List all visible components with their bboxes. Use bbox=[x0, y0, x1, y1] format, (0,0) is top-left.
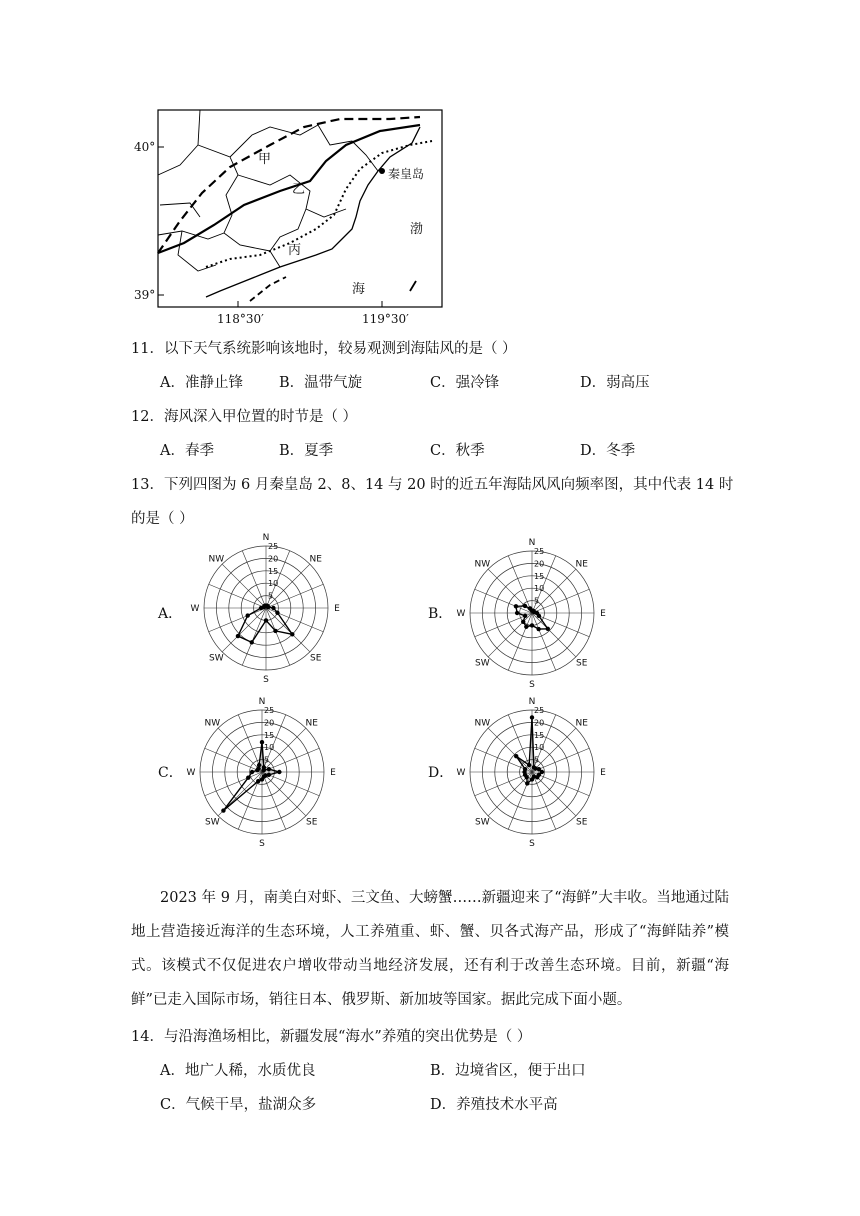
rose-direction-label: N bbox=[528, 697, 536, 707]
rose-c bbox=[184, 688, 340, 852]
rose-point bbox=[256, 779, 260, 783]
rose-direction-label: NW bbox=[474, 718, 491, 729]
rose-direction-label: N bbox=[258, 697, 266, 707]
rose-tick-label: 5 bbox=[534, 596, 540, 606]
rose-direction-label: W bbox=[456, 768, 466, 778]
rose-direction-label: SW bbox=[474, 817, 490, 828]
rose-tick-label: 25 bbox=[264, 706, 275, 715]
rose-direction-label: SW bbox=[474, 658, 490, 669]
rose-direction-label: SE bbox=[305, 817, 318, 828]
rose-b-label[interactable]: B． bbox=[428, 606, 453, 622]
rose-tick-label: 10 bbox=[268, 579, 279, 589]
rose-point bbox=[260, 740, 264, 744]
rose-spoke bbox=[222, 564, 266, 608]
rose-point bbox=[246, 775, 250, 779]
rose-spoke bbox=[262, 772, 306, 816]
rose-c-label[interactable]: C． bbox=[158, 765, 183, 781]
q11-option-a[interactable]: A．准静止锋 bbox=[160, 375, 243, 391]
rose-point bbox=[546, 627, 550, 631]
lon-left-label: 118°30′ bbox=[217, 312, 264, 326]
rose-point bbox=[527, 763, 531, 767]
rose-tick-label: 20 bbox=[268, 554, 279, 564]
rose-spoke bbox=[488, 613, 532, 657]
sea-label-2: 海 bbox=[352, 282, 366, 297]
solid-boundary bbox=[158, 125, 420, 253]
rose-a bbox=[190, 525, 342, 687]
question-12: 12．海风深入甲位置的时节是（ ） bbox=[131, 409, 358, 425]
rose-tick-label: 25 bbox=[534, 706, 545, 715]
q14-option-c[interactable]: C．气候干旱，盐湖众多 bbox=[160, 1097, 317, 1113]
q14-option-d[interactable]: D．养殖技术水平高 bbox=[430, 1097, 558, 1113]
rose-point bbox=[267, 767, 271, 771]
rose-point bbox=[530, 777, 534, 781]
rose-tick-label: 5 bbox=[534, 755, 540, 765]
question-11: 11．以下天气系统影响该地时，较易观测到海陆风的是（ ） bbox=[131, 341, 517, 357]
rose-tick-label: 10 bbox=[264, 743, 275, 753]
rose-direction-label: NE bbox=[575, 718, 588, 729]
rose-point bbox=[236, 634, 240, 638]
label-yi: 乙 bbox=[292, 182, 306, 197]
rose-d bbox=[454, 688, 610, 852]
rose-tick-label: 10 bbox=[534, 584, 545, 594]
q11-option-d[interactable]: D．弱高压 bbox=[580, 375, 650, 391]
rose-point bbox=[514, 604, 518, 608]
rose-direction-label: E bbox=[330, 768, 336, 778]
rose-point bbox=[523, 767, 527, 771]
rose-direction-label: NW bbox=[204, 718, 221, 729]
rose-point bbox=[273, 629, 277, 633]
rose-direction-label: E bbox=[600, 768, 606, 778]
rose-point bbox=[277, 770, 281, 774]
rose-point bbox=[525, 781, 529, 785]
rose-tick-label: 20 bbox=[534, 559, 545, 569]
rose-point bbox=[521, 620, 525, 624]
rose-point bbox=[271, 606, 275, 610]
q12-option-c[interactable]: C．秋季 bbox=[430, 443, 485, 459]
rose-direction-label: W bbox=[190, 604, 200, 614]
rose-point bbox=[530, 623, 534, 627]
passage: 2023 年 9 月，南美白对虾、三文鱼、大螃蟹……新疆迎来了“海鲜”大丰收。当地通过陆地上营造接近海洋的生态环境，人工养殖重、虾、蟹、贝各式海产品，形成了“海鲜陆养”模式。该模式不仅促进农户增收带动当地经济发展，还有利于改善生态环境。目前，新疆“海鲜”已走入国际市场，销往日本、俄罗斯、新加坡等国家。据此完成下面小题。 bbox=[131, 890, 729, 1008]
rose-direction-label: W bbox=[186, 768, 196, 778]
rose-point bbox=[245, 613, 249, 617]
rose-tick-label: 5 bbox=[268, 591, 274, 601]
lon-right-label: 119°30′ bbox=[362, 312, 409, 326]
rose-direction-label: SW bbox=[204, 817, 220, 828]
rose-tick-label: 10 bbox=[534, 743, 545, 753]
rose-direction-label: S bbox=[529, 680, 535, 690]
city-dot bbox=[379, 168, 385, 174]
rose-direction-label: SE bbox=[309, 653, 322, 664]
q11-option-b[interactable]: B．温带气旋 bbox=[279, 375, 363, 391]
q12-option-b[interactable]: B．夏季 bbox=[279, 443, 334, 459]
rose-point bbox=[523, 614, 527, 618]
rose-spoke bbox=[532, 613, 576, 657]
q14-option-b[interactable]: B．边境省区，便于出口 bbox=[430, 1063, 586, 1079]
rose-tick-label: 15 bbox=[268, 566, 279, 576]
rose-tick-label: 25 bbox=[534, 547, 545, 556]
question-13-line1: 13．下列四图为 6 月秦皇岛 2、8、14 与 20 时的近五年海陆风风向频率图，其中代表 14 时 bbox=[131, 477, 734, 493]
rose-tick-label: 15 bbox=[264, 730, 275, 740]
rose-tick-label: 20 bbox=[534, 718, 545, 728]
q14-option-a[interactable]: A．地广人稀，水质优良 bbox=[160, 1063, 316, 1079]
rose-point bbox=[523, 604, 527, 608]
rose-tick-label: 25 bbox=[268, 542, 279, 551]
rose-direction-label: NE bbox=[309, 554, 322, 565]
question-13-line2: 的是（ ） bbox=[131, 511, 194, 527]
q11-option-c[interactable]: C．强冷锋 bbox=[430, 375, 500, 391]
rose-direction-label: SW bbox=[208, 653, 224, 664]
rose-point bbox=[537, 614, 541, 618]
rose-tick-label: 20 bbox=[264, 718, 275, 728]
rose-point bbox=[262, 768, 266, 772]
label-bing: 丙 bbox=[288, 243, 302, 258]
rose-direction-label: SE bbox=[575, 658, 588, 669]
rose-point bbox=[528, 606, 532, 610]
rose-point bbox=[250, 770, 254, 774]
rose-point bbox=[250, 640, 254, 644]
rose-direction-label: S bbox=[529, 839, 535, 849]
rose-tick-label: 5 bbox=[264, 755, 270, 765]
lat-top-label: 40° bbox=[134, 140, 156, 154]
label-jia: 甲 bbox=[258, 152, 272, 167]
rose-direction-label: E bbox=[334, 604, 340, 614]
dotted-boundary bbox=[206, 141, 432, 267]
sea-label-1: 渤 bbox=[410, 222, 424, 237]
rose-point bbox=[275, 611, 279, 615]
rose-point bbox=[536, 627, 540, 631]
rose-direction-label: NW bbox=[474, 559, 491, 570]
rose-direction-label: NW bbox=[208, 554, 225, 565]
rose-direction-label: SE bbox=[575, 817, 588, 828]
question-14: 14．与沿海渔场相比，新疆发展“海水”养殖的突出优势是（ ） bbox=[131, 1029, 532, 1045]
rose-direction-label: NE bbox=[575, 559, 588, 570]
lat-bottom-label: 39° bbox=[134, 288, 156, 302]
rose-spoke bbox=[218, 728, 262, 772]
rose-point bbox=[264, 618, 268, 622]
rose-point bbox=[290, 632, 294, 636]
rose-d-label[interactable]: D． bbox=[428, 765, 454, 781]
rose-point bbox=[257, 763, 261, 767]
rose-point bbox=[263, 604, 267, 608]
rose-tick-label: 15 bbox=[534, 730, 545, 740]
rose-direction-label: NE bbox=[305, 718, 318, 729]
region-map bbox=[120, 105, 450, 335]
rose-direction-label: S bbox=[259, 839, 265, 849]
rose-direction-label: N bbox=[262, 533, 270, 543]
rose-direction-label: N bbox=[528, 538, 536, 548]
rose-a-label[interactable]: A． bbox=[158, 606, 183, 622]
rose-spoke bbox=[488, 728, 532, 772]
rose-spoke bbox=[266, 608, 310, 652]
rose-b bbox=[454, 530, 610, 692]
rose-point bbox=[530, 715, 534, 719]
rose-tick-label: 15 bbox=[534, 571, 545, 581]
rose-point bbox=[221, 808, 225, 812]
rose-point bbox=[514, 754, 518, 758]
city-label: 秦皇岛 bbox=[388, 167, 425, 181]
rose-point bbox=[260, 777, 264, 781]
rose-direction-label: W bbox=[456, 609, 466, 619]
rose-direction-label: E bbox=[600, 609, 606, 619]
q12-option-a[interactable]: A．春季 bbox=[160, 443, 214, 459]
q12-option-d[interactable]: D．冬季 bbox=[580, 443, 636, 459]
rose-point bbox=[524, 625, 528, 629]
rose-point bbox=[515, 611, 519, 615]
rose-direction-label: S bbox=[263, 675, 269, 685]
rose-series-line bbox=[238, 606, 292, 643]
